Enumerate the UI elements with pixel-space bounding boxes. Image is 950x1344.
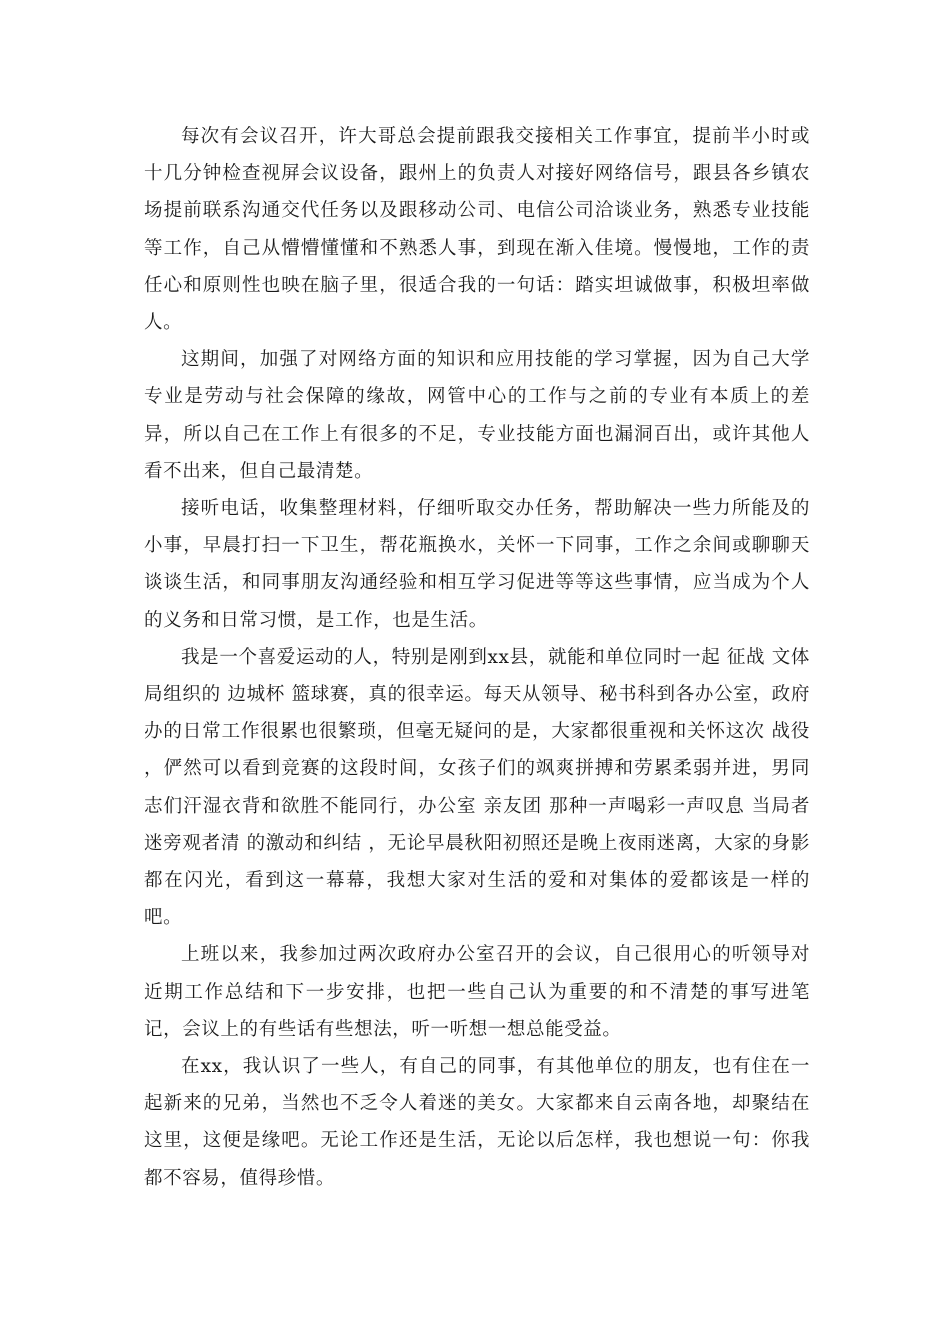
paragraph-network-study: 这期间，加强了对网络方面的知识和应用技能的学习掌握，因为自己大学专业是劳动与社会保障的缘故，网管中心的工作与之前的专业有本质上的差异，所以自己在工作上有很多的不足，专业技能方面也漏洞百出，或许其他人看不出来，但自己最清楚。 <box>144 349 810 482</box>
paragraph-meeting-duties: 每次有会议召开，许大哥总会提前跟我交接相关工作事宜，提前半小时或十几分钟检查视屏会议设备，跟州上的负责人对接好网络信号，跟县各乡镇农场提前联系沟通交代任务以及跟移动公司、电信公司洽谈业务，熟悉专业技能等工作，自己从懵懵懂懂和不熟悉人事，到现在渐入佳境。慢慢地，工作的责任心和原则性也映在脑子里，很适合我的一句话：踏实坦诚做事，积极坦率做人。 <box>144 126 810 334</box>
document-body <box>144 118 810 1197</box>
paragraph-basketball: 我是一个喜爱运动的人，特别是刚到xx县，就能和单位同时一起 征战 文体局组织的 边城杯 篮球赛，真的很幸运。每天从领导、秘书科到各办公室，政府办的日常工作很累也很繁琐，但毫无疑问的是，大家都很重视和关怀这次 战役 ，俨然可以看到竞赛的这段时间，女孩子们的飒爽拼搏和劳累柔弱并进，男同志们汗湿衣背和欲胜不能同行，办公室 亲友团 那种一声喝彩一声叹息 当局者迷旁观者清 的激动和纠结 ，无论早晨秋阳初照还是晚上夜雨迷离，大家的身影都在闪光，看到这一幕幕，我想大家对生活的爱和对集体的爱都该是一样的吧。 <box>144 646 810 929</box>
paragraph-daily-tasks: 接听电话，收集整理材料，仔细听取交办任务，帮助解决一些力所能及的小事，早晨打扫一下卫生，帮花瓶换水，关怀一下同事，工作之余间或聊聊天谈谈生活，和同事朋友沟通经验和相互学习促进等等这些事情，应当成为个人的义务和日常习惯，是工作，也是生活。 <box>144 498 810 631</box>
paragraph-meetings-attended: 上班以来，我参加过两次政府办公室召开的会议，自己很用心的听领导对近期工作总结和下一步安排，也把一些自己认为重要的和不清楚的事写进笔记，会议上的有些话有些想法，听一听想一想总能受益。 <box>144 944 810 1040</box>
paragraph-friends: 在xx，我认识了一些人，有自己的同事，有其他单位的朋友，也有住在一起新来的兄弟，当然也不乏令人着迷的美女。大家都来自云南各地，却聚结在这里，这便是缘吧。无论工作还是生活，无论以后怎样，我也想说一句：你我都不容易，值得珍惜。 <box>144 1056 810 1189</box>
